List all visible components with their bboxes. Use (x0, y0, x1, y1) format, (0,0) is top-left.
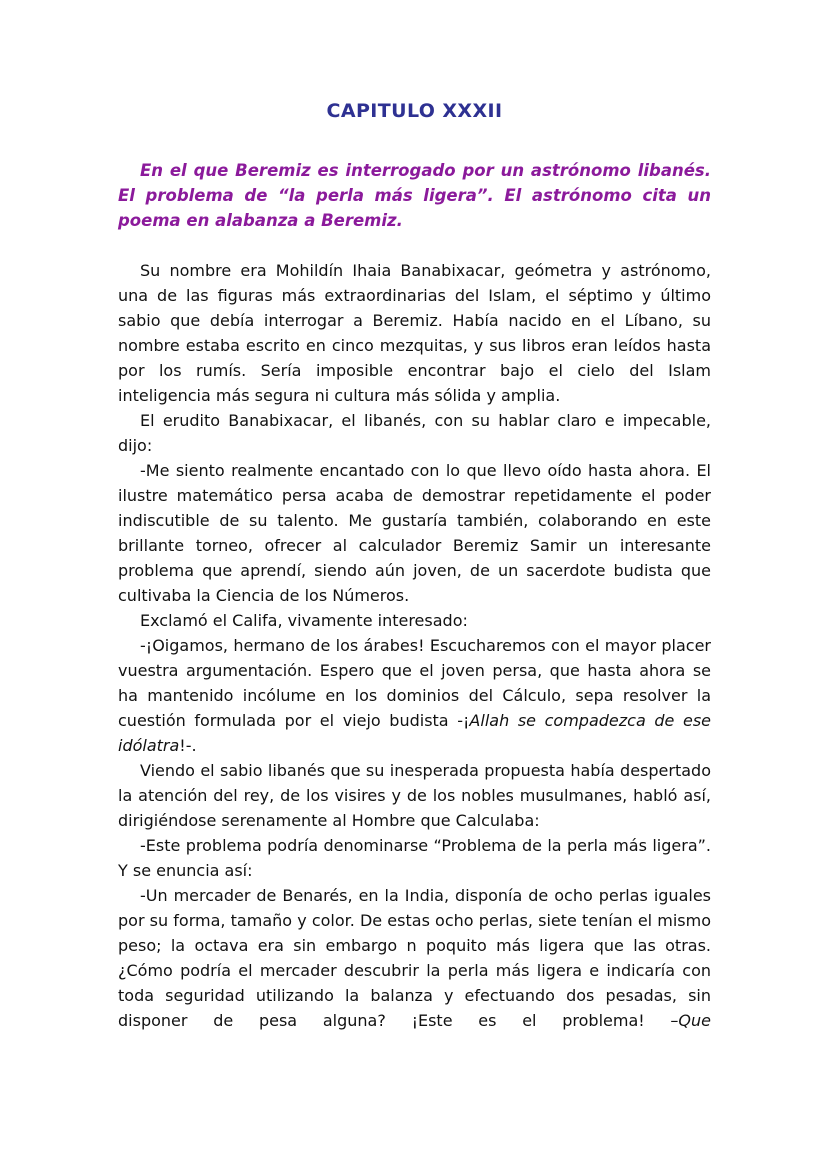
paragraph-5-end: !-. (179, 736, 197, 755)
paragraph-3: -Me siento realmente encantado con lo que llevo oído hasta ahora. El ilustre matemático persa acaba de demostrar repetidamente el poder indiscutible de su talento. Me gustaría también, colaborando en este brillante torneo, ofrecer al calculador Beremiz Samir un interesante problema que aprendí, siendo aún joven, de un sacerdote budista que cultivaba la Ciencia de los Números. (118, 461, 711, 605)
paragraph-1: Su nombre era Mohildín Ihaia Banabixacar, geómetra y astrónomo, una de las figuras más extraordinarias del Islam, el séptimo y último sabio que debía interrogar a Beremiz. Había nacido en el Líbano, su nombre estaba escrito en cinco mezquitas, y sus libros eran leídos hasta por los rumís. Sería imposible encontrar bajo el cielo del Islam inteligencia más segura ni cultura más sólida y amplia. (118, 261, 711, 405)
chapter-subtitle: En el que Beremiz es interrogado por un astrónomo libanés. El problema de “la perla más ligera”. El astrónomo cita un poema en alabanza a Beremiz. (118, 161, 711, 230)
paragraph-5-text: -¡Oigamos, hermano de los árabes! Escucharemos con el mayor placer vuestra argumentación. Espero que el joven persa, que hasta ahora se ha mantenido incólume en los dominios del Cálculo, sepa resolver la cuestión formulada por el viejo budista -¡ (118, 636, 711, 730)
paragraph-5-italic: Allah se compadezca de ese idólatra (118, 711, 711, 755)
paragraph-2: El erudito Banabixacar, el libanés, con su hablar claro e impecable, dijo: (118, 411, 711, 455)
paragraph-7: -Este problema podría denominarse “Problema de la perla más ligera”. Y se enuncia así: (118, 836, 711, 880)
paragraph-8-text: -Un mercader de Benarés, en la India, disponía de ocho perlas iguales por su forma, tamaño y color. De estas ocho perlas, siete tenían el mismo peso; la octava era sin embargo n poquito más ligera que las otras. ¿Cómo podría el mercader descubrir la perla más ligera e indicaría con toda seguridad utilizando la balanza y efectuando dos pesadas, sin disponer de pesa alguna? ¡Este es el problema! – (118, 886, 711, 1030)
paragraph-8 (118, 883, 711, 1033)
paragraph-6: Viendo el sabio libanés que su inesperada propuesta había despertado la atención del rey, de los visires y de los nobles musulmanes, habló así, dirigiéndose serenamente al Hombre que Calculaba: (118, 761, 711, 830)
chapter-title: CAPITULO XXXII (326, 100, 503, 122)
paragraph-5 (118, 633, 711, 758)
paragraph-4: Exclamó el Califa, vivamente interesado: (140, 611, 468, 630)
paragraph-8-italic: Que (678, 1011, 711, 1030)
document-page (118, 96, 711, 1033)
